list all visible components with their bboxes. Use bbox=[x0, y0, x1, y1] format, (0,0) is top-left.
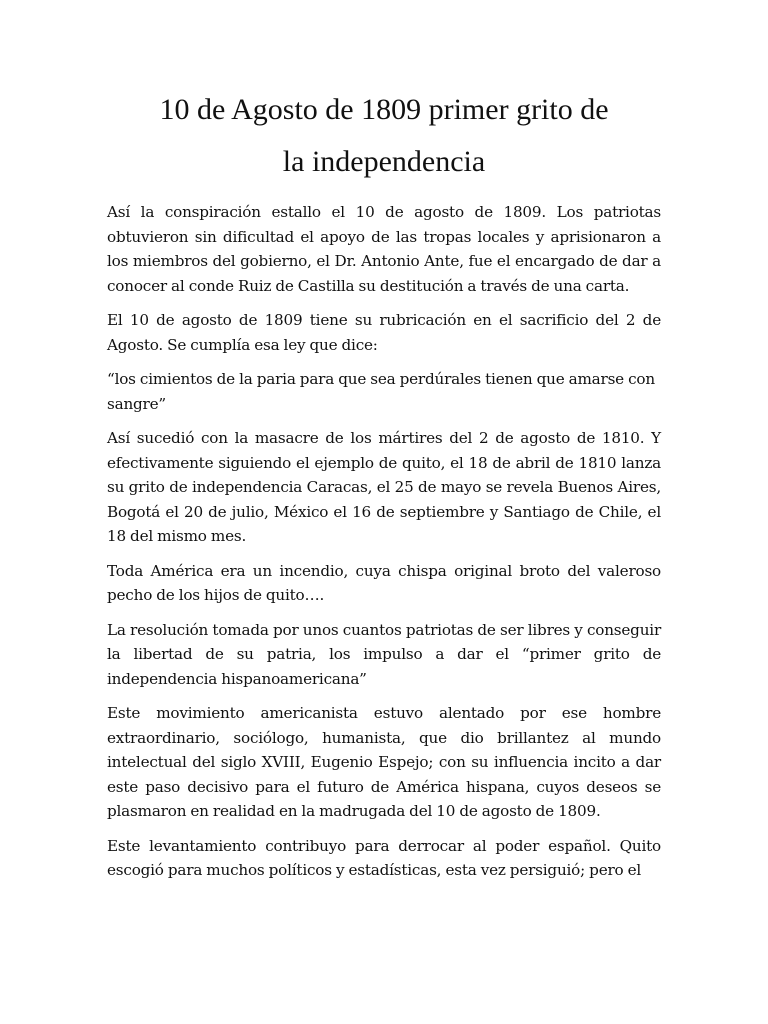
document-title-line-1: 10 de Agosto de 1809 primer grito de bbox=[159, 93, 609, 126]
paragraph: Así sucedió con la masacre de los mártires del 2 de agosto de 1810. Y efectivamente siguiendo el ejemplo de quito, el 18 de abril de 1810 lanza su grito de independencia Caracas, el 25 de mayo se revela Buenos Aires, Bogotá el 20 de julio, México el 16 de septiembre y Santiago de Chile, el 18 del mismo mes. bbox=[107, 429, 661, 545]
document-body bbox=[107, 200, 661, 893]
paragraph: El 10 de agosto de 1809 tiene su rubricación en el sacrificio del 2 de Agosto. Se cumplía esa ley que dice: bbox=[107, 311, 661, 354]
paragraph: Este movimiento americanista estuvo alentado por ese hombre extraordinario, sociólogo, humanista, que dio brillantez al mundo intelectual del siglo XVIII, Eugenio Espejo; con su influencia incito a dar este paso decisivo para el futuro de América hispana, cuyos deseos se plasmaron en realidad en la madrugada del 10 de agosto de 1809. bbox=[107, 704, 661, 820]
paragraph: La resolución tomada por unos cuantos patriotas de ser libres y conseguir la libertad de su patria, los impulso a dar el “primer grito de independencia hispanoamericana” bbox=[107, 620, 661, 688]
paragraph-quote: “los cimientos de la paria para que sea perdúrales tienen que amarse con sangre” bbox=[107, 370, 655, 413]
paragraph: Así la conspiración estallo el 10 de agosto de 1809. Los patriotas obtuvieron sin dificultad el apoyo de las tropas locales y aprisionaron a los miembros del gobierno, el Dr. Antonio Ante, fue el encargado de dar a conocer al conde Ruiz de Castilla su destitución a través de una carta. bbox=[107, 203, 661, 295]
paragraph: Este levantamiento contribuyo para derrocar al poder español. Quito escogió para muchos políticos y estadísticas, esta vez persiguió; pero el bbox=[107, 836, 661, 879]
paragraph: Toda América era un incendio, cuya chispa original broto del valeroso pecho de los hijos de quito…. bbox=[107, 561, 661, 604]
document-title-line-2: la independencia bbox=[282, 145, 486, 178]
